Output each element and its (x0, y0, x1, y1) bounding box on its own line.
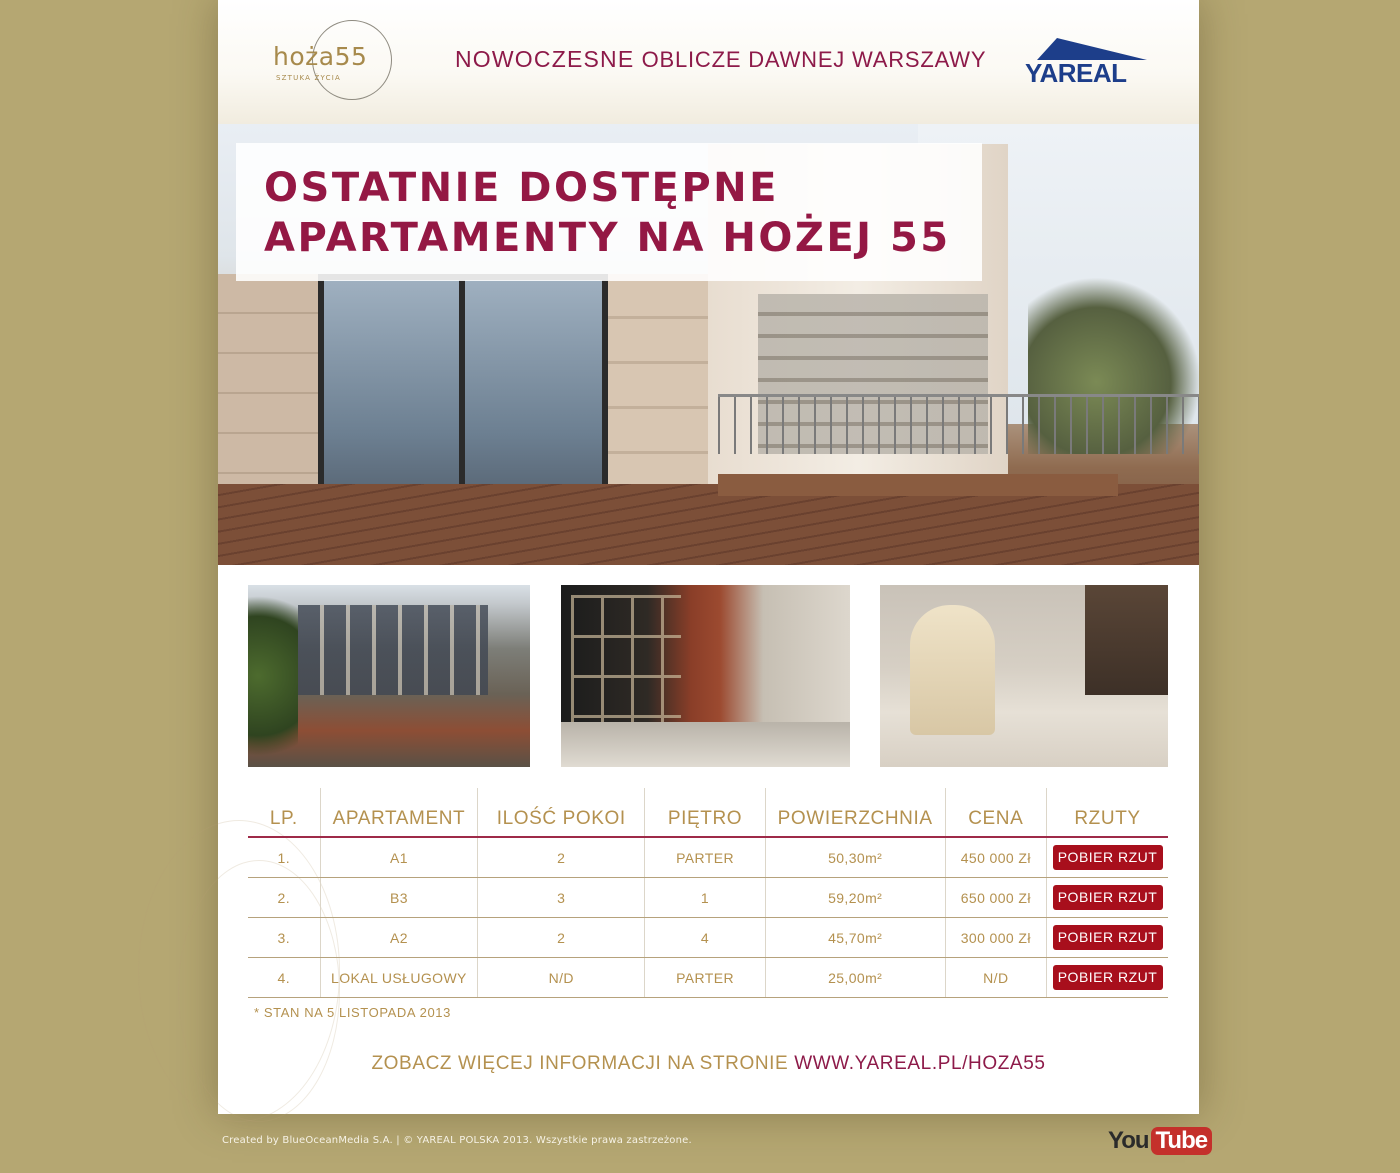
tagline-rest: OBLICZE DAWNEJ WARSZAWY (641, 47, 987, 72)
hero-deck (218, 484, 1199, 565)
cell-area: 45,70m² (765, 918, 945, 958)
column-header-area: POWIERZCHNIA (765, 788, 945, 837)
more-info (218, 1053, 1199, 1075)
cell-price: 650 000 Zł (945, 878, 1047, 918)
table-row (248, 918, 1168, 958)
youtube-logo-tube: Tube (1151, 1127, 1213, 1155)
cell-area: 25,00m² (765, 958, 945, 998)
headline-line-2: APARTAMENTY NA HOŻEJ 55 (264, 215, 951, 261)
cell-floor: PARTER (645, 837, 766, 878)
thumbnail-entrance[interactable] (561, 585, 850, 767)
cell-floor: 1 (645, 878, 766, 918)
cell-area: 50,30m² (765, 837, 945, 878)
cell-price: 450 000 Zł (945, 837, 1047, 878)
hoza55-logo[interactable] (270, 20, 395, 102)
footer-credits: Created by BlueOceanMedia S.A. | © YAREAL POLSKA 2013. Wszystkie prawa zastrzeżone. (222, 1135, 692, 1146)
newsletter-page (218, 0, 1199, 1114)
download-plan-button[interactable]: POBIER RZUT (1053, 925, 1163, 950)
cell-apartment: A2 (320, 918, 478, 958)
apartments-table (248, 788, 1168, 998)
cell-lp: 1. (248, 837, 320, 878)
header (218, 0, 1199, 124)
cell-floor: PARTER (645, 958, 766, 998)
hero-bench (718, 474, 1118, 496)
tagline-bold: NOWOCZESNE (455, 46, 635, 72)
cell-lp: 2. (248, 878, 320, 918)
cell-rooms: 3 (478, 878, 645, 918)
thumbnail-building-exterior[interactable] (248, 585, 530, 767)
tagline (455, 46, 987, 73)
status-note: * STAN NA 5 LISTOPADA 2013 (254, 1005, 451, 1020)
headline (264, 163, 951, 263)
column-header-price: CENA (945, 788, 1047, 837)
table-row (248, 958, 1168, 998)
cell-apartment: A1 (320, 837, 478, 878)
column-header-lp: LP. (248, 788, 320, 837)
cell-rooms: N/D (478, 958, 645, 998)
column-header-apartment: APARTAMENT (320, 788, 478, 837)
download-plan-button[interactable]: POBIER RZUT (1053, 965, 1163, 990)
table-row (248, 878, 1168, 918)
column-header-plans: RZUTY (1047, 788, 1168, 837)
download-plan-button[interactable]: POBIER RZUT (1053, 885, 1163, 910)
youtube-logo-you: You (1108, 1127, 1149, 1154)
more-info-text: ZOBACZ WIĘCEJ INFORMACJI NA STRONIE (371, 1053, 789, 1074)
yareal-roof-icon (1037, 38, 1147, 60)
cell-rooms: 2 (478, 918, 645, 958)
cell-plan (1047, 837, 1168, 878)
logo-subtitle: SZTUKA ŻYCIA (276, 74, 341, 82)
column-header-floor: PIĘTRO (645, 788, 766, 837)
headline-line-1: OSTATNIE DOSTĘPNE (264, 165, 779, 211)
yareal-logo[interactable] (1023, 38, 1153, 88)
hero-railing (718, 394, 1199, 454)
cell-floor: 4 (645, 918, 766, 958)
youtube-link[interactable] (1108, 1124, 1212, 1158)
hero-image (218, 124, 1199, 565)
cell-lp: 4. (248, 958, 320, 998)
cell-price: N/D (945, 958, 1047, 998)
website-link[interactable]: WWW.YAREAL.PL/HOZA55 (794, 1053, 1046, 1074)
thumbnail-lobby[interactable] (880, 585, 1168, 767)
cell-area: 59,20m² (765, 878, 945, 918)
table-header-row (248, 788, 1168, 837)
cell-plan (1047, 878, 1168, 918)
cell-plan (1047, 918, 1168, 958)
cell-price: 300 000 Zł (945, 918, 1047, 958)
cell-apartment: B3 (320, 878, 478, 918)
cell-lp: 3. (248, 918, 320, 958)
headline-box (236, 143, 982, 281)
download-plan-button[interactable]: POBIER RZUT (1053, 845, 1163, 870)
cell-plan (1047, 958, 1168, 998)
cell-apartment: LOKAL USŁUGOWY (320, 958, 478, 998)
column-header-rooms: ILOŚĆ POKOI (478, 788, 645, 837)
logo-word: hoża55 (273, 42, 368, 71)
cell-rooms: 2 (478, 837, 645, 878)
yareal-logo-text: YAREAL (1025, 58, 1127, 88)
table-row (248, 837, 1168, 878)
